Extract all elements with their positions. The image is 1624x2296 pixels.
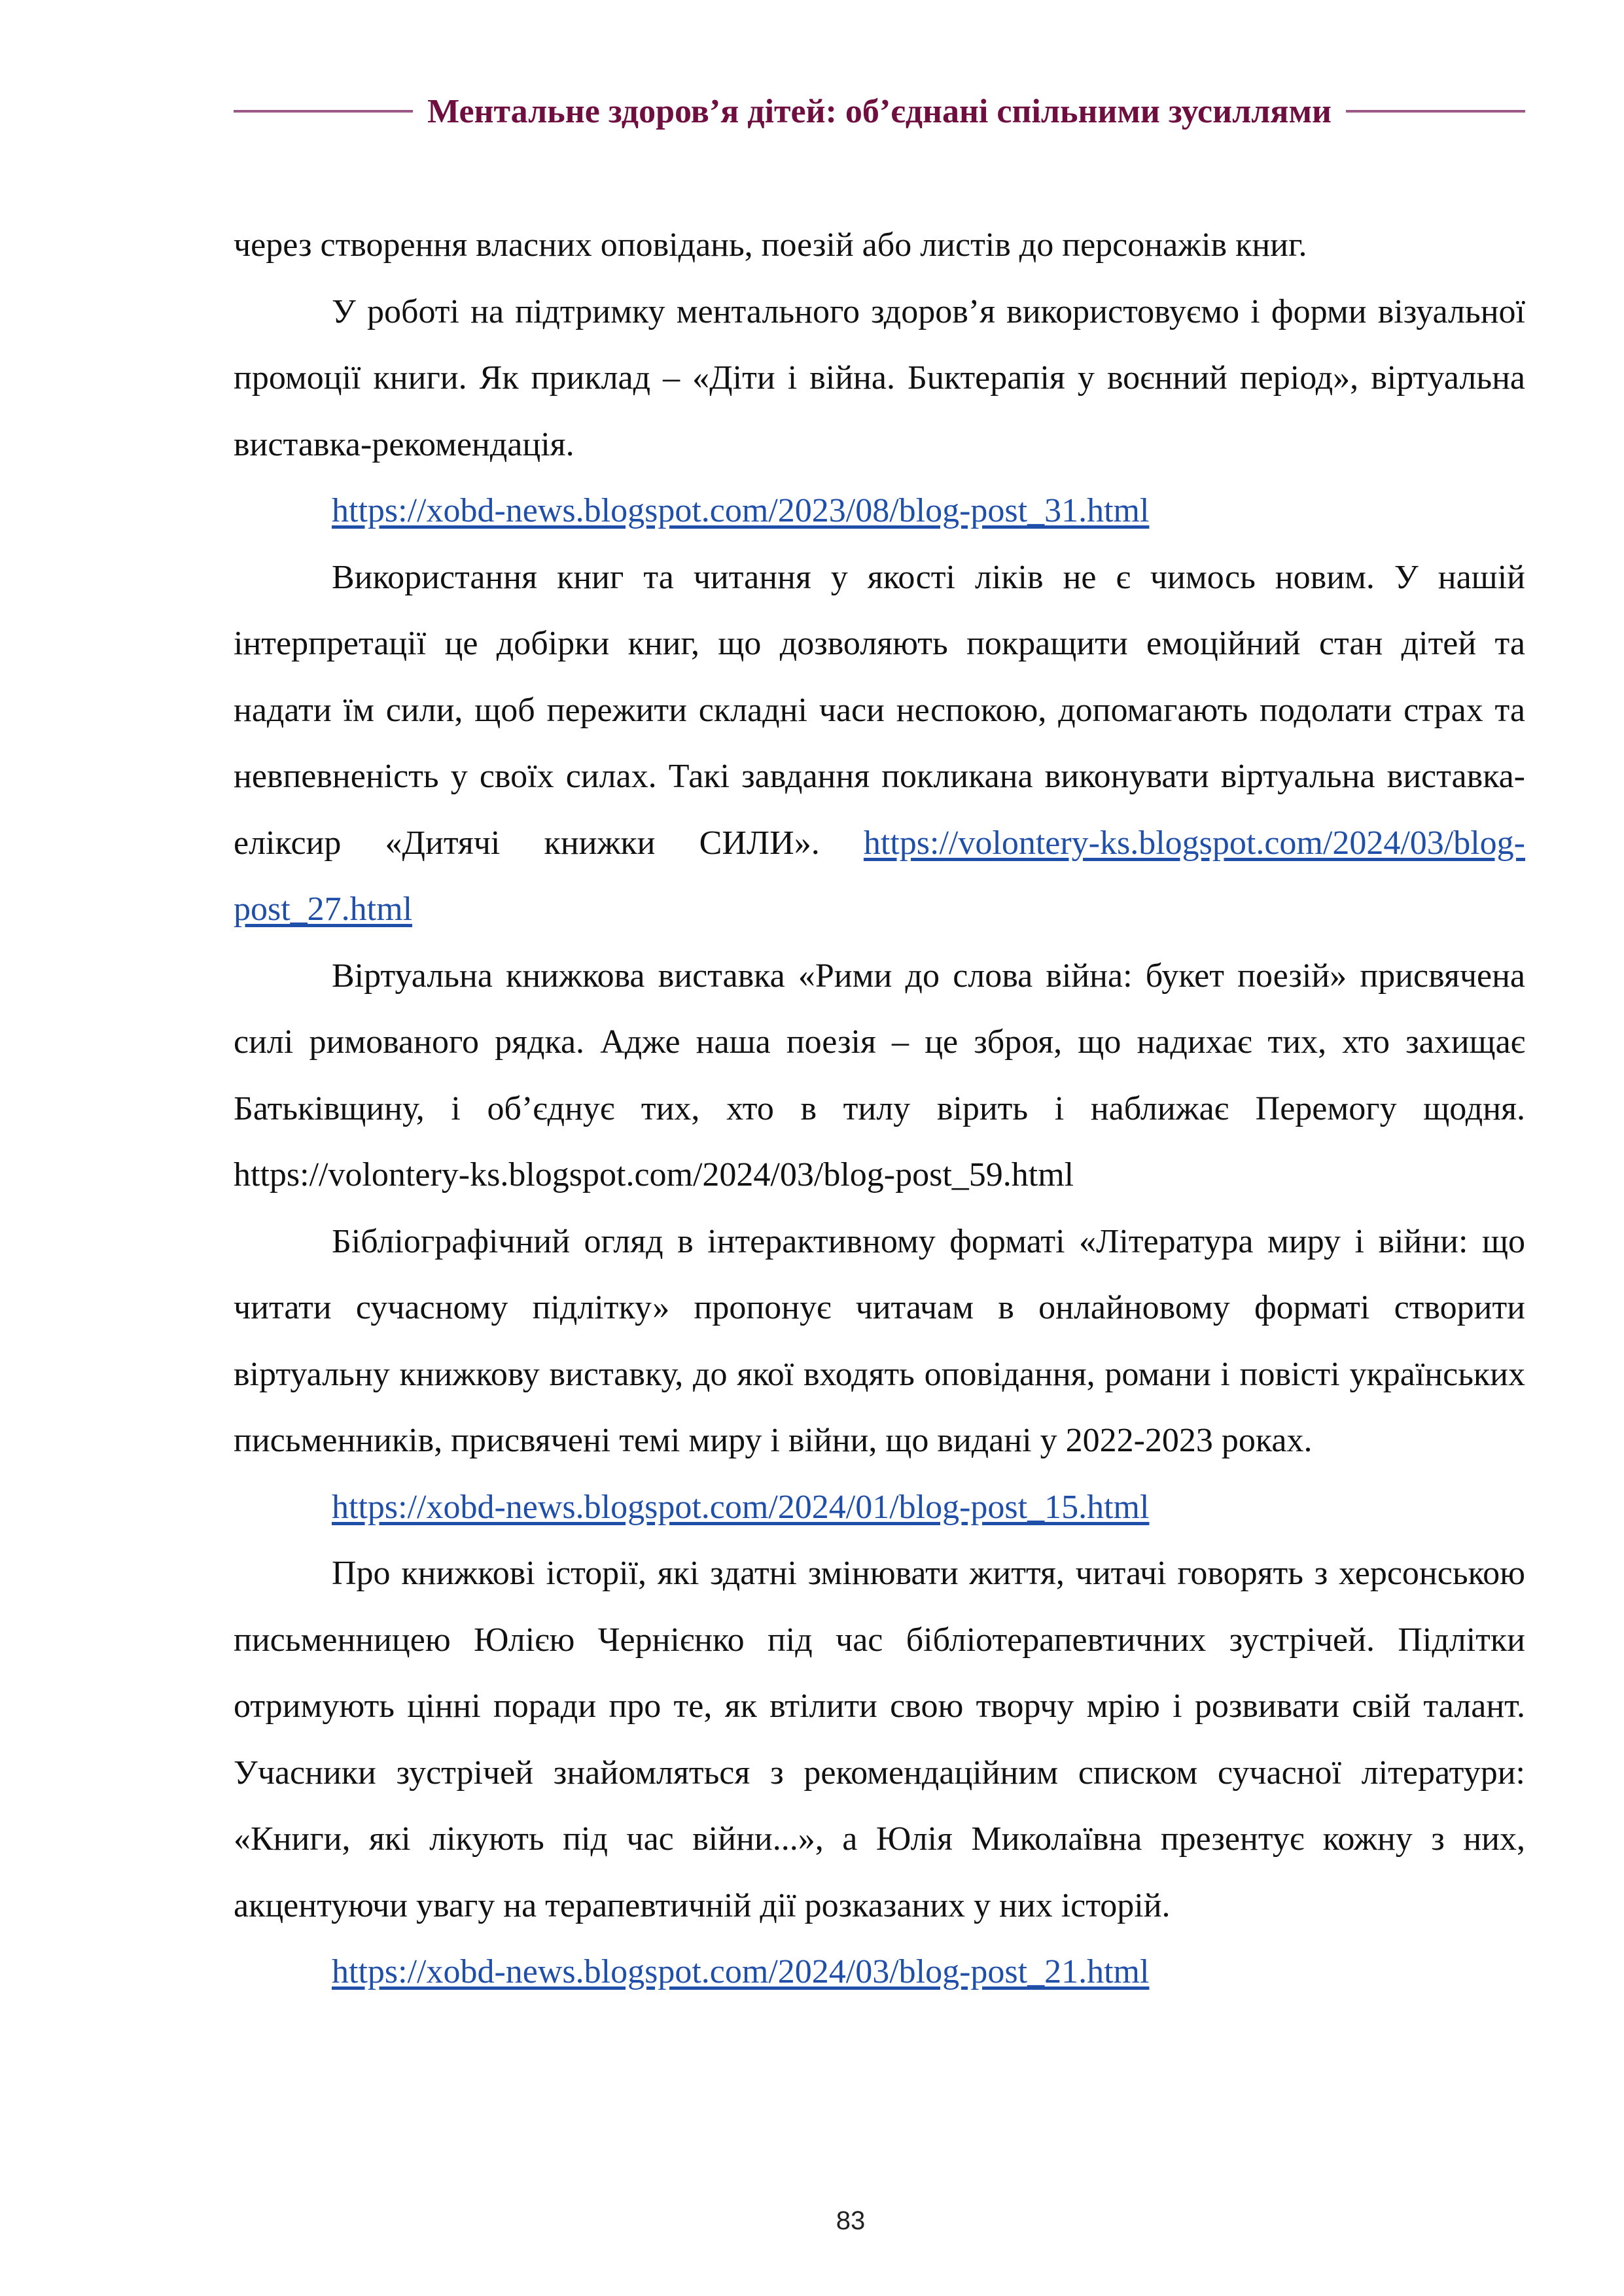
paragraph-bibliographic-review: Бібліографічний огляд в інтерактивному форматі «Література миру і війни: що читати сучасному підлітку» пропонує читачам в онлайновому форматі створити віртуальну книжкову виставку, до якої входять оповідання, романи і повісті українських письменників, присвячені темі миру і війни, що видані у 2022-2023 роках. — [234, 1222, 1525, 1459]
paragraph-books-as-medicine — [234, 544, 1525, 943]
paragraph-continuation: через створення власних оповідань, поезій або листів до персонажів книг. — [234, 226, 1307, 264]
header-rule-left — [234, 110, 413, 113]
link-volontery-2024-03-27[interactable]: https://volontery-ks.blogspot.com/2024/03/blog-post_27.html — [234, 824, 1525, 928]
running-header — [234, 84, 1525, 139]
header-rule-right — [1346, 110, 1525, 113]
paragraph-books-as-medicine-text: Використання книг та читання у якості ліків не є чимось новим. У нашій інтерпретації це добірки книг, що дозволяють покращити емоційний стан дітей та надати їм сили, щоб пережити складні часи неспокою, допомагають подолати страх та невпевненість у своїх силах. Такі завдання покликана виконувати віртуальна виставка-еліксир «Дитячі книжки СИЛИ». — [234, 558, 1525, 862]
page-body — [234, 212, 1525, 2005]
link-xobd-2023-08[interactable]: https://xobd-news.blogspot.com/2023/08/blog-post_31.html — [332, 492, 1150, 529]
header-title: Ментальне здоров’я дітей: об’єднані спільними зусиллями — [427, 92, 1332, 130]
paragraph-rhymes-exhibition: Віртуальна книжкова виставка «Рими до слова війна: букет поезій» присвячена силі римованого рядка. Адже наша поезія – це зброя, що надихає тих, хто захищає Батьківщину, і об’єднує тих, хто в тилу вірить і наближає Перемогу щодня. https://volontery-ks.blogspot.com/2024/03/blog-post_59.html — [234, 957, 1525, 1193]
page-number: 83 — [836, 2206, 866, 2235]
link-xobd-2024-01[interactable]: https://xobd-news.blogspot.com/2024/01/blog-post_15.html — [332, 1488, 1150, 1526]
paragraph-book-stories: Про книжкові історії, які здатні змінювати життя, читачі говорять з херсонською письменницею Юлією Чернієнко під час бібліотерапевтичних зустрічей. Підлітки отримують цінні поради про те, як втілити свою творчу мрію і розвивати свій талант. Учасники зустрічей знайомляться з рекомендаційним списком сучасної літератури: «Книги, які лікують під час війни...», а Юлія Миколаївна презентує кожну з них, акцентуючи увагу на терапевтичній дії розказаних у них історій. — [234, 1555, 1525, 1924]
paragraph-visual-promotion: У роботі на підтримку ментального здоров’я використовуємо і форми візуальної промоції книги. Як приклад – «Діти і війна. Бuктерапія у воєнний період», віртуальна виставка-рекомендація. — [234, 292, 1525, 463]
link-xobd-2024-03[interactable]: https://xobd-news.blogspot.com/2024/03/blog-post_21.html — [332, 1953, 1150, 1990]
